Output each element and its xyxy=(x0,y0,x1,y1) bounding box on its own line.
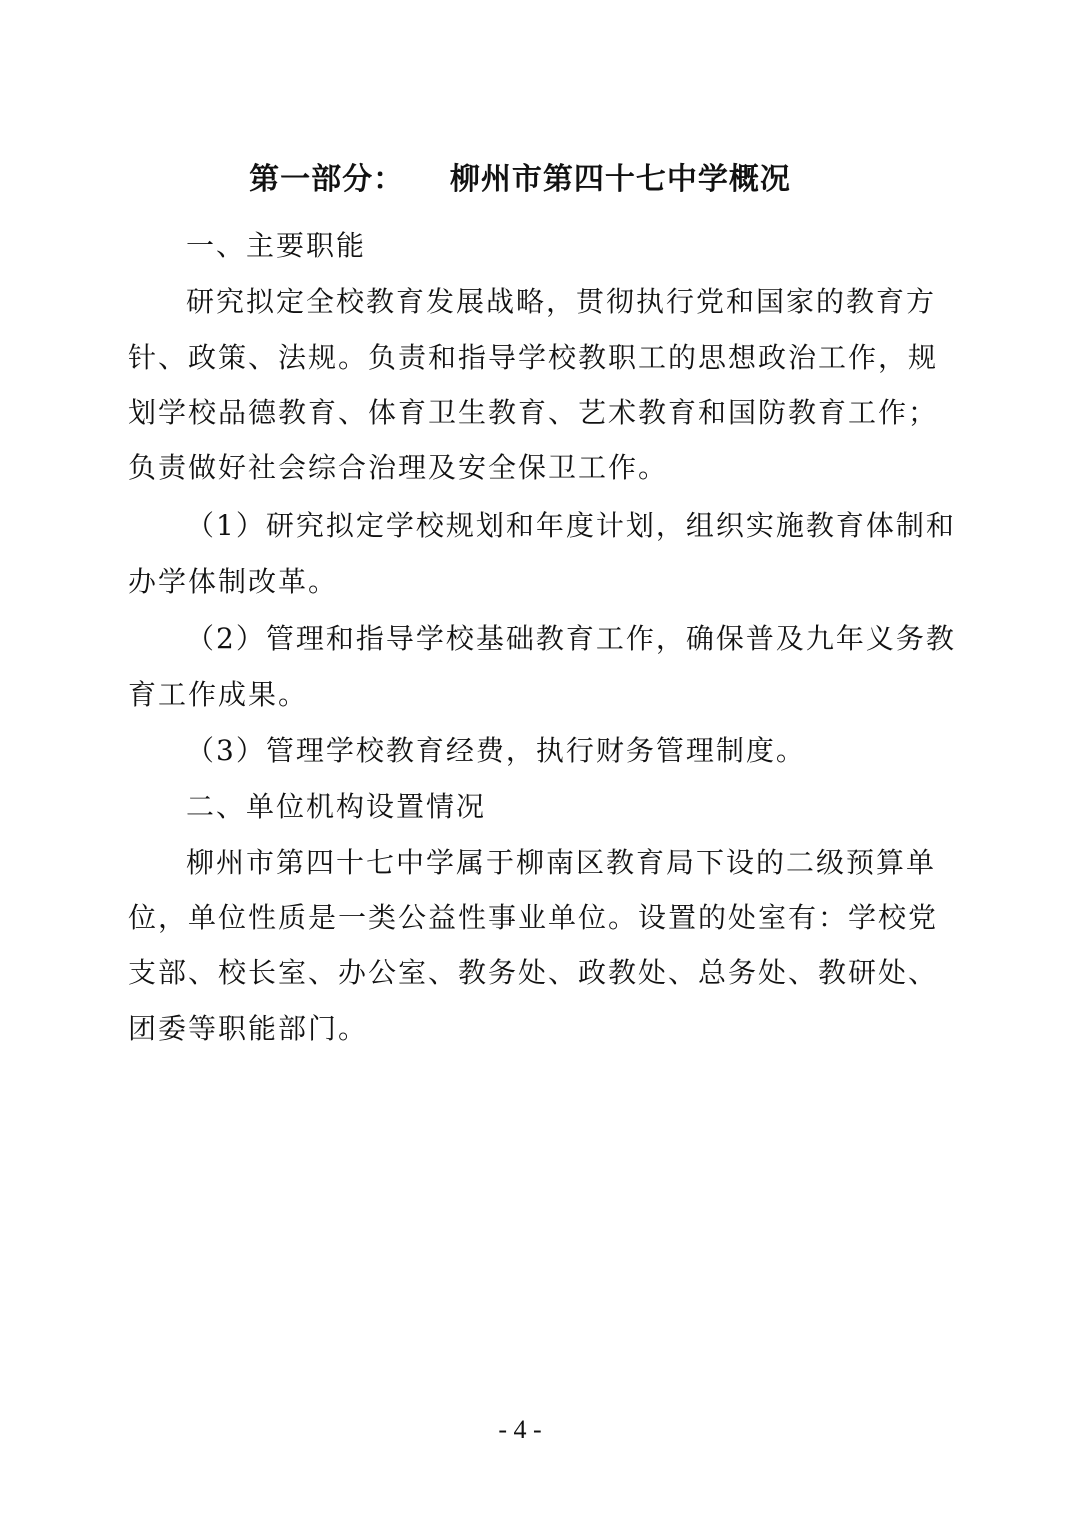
section1-heading: 一、主要职能 xyxy=(186,229,367,262)
section1-item3-line-1: （3）管理学校教育经费，执行财务管理制度。 xyxy=(186,734,806,767)
section1-item1-line-1: （1）研究拟定学校规划和年度计划，组织实施教育体制和 xyxy=(186,509,956,542)
section2-body-line-3: 支部、校长室、办公室、教务处、政教处、总务处、教研处、 xyxy=(128,956,939,989)
section2-body-line-1: 柳州市第四十七中学属于柳南区教育局下设的二级预算单 xyxy=(186,846,937,879)
section2-body-line-2: 位，单位性质是一类公益性事业单位。设置的处室有：学校党 xyxy=(128,901,939,934)
section2-heading: 二、单位机构设置情况 xyxy=(186,790,487,823)
section1-intro-line-1: 研究拟定全校教育发展战略，贯彻执行党和国家的教育方 xyxy=(186,285,937,318)
page-number: - 4 - xyxy=(498,1415,542,1444)
section1-item2-line-1: （2）管理和指导学校基础教育工作，确保普及九年义务教 xyxy=(186,622,956,655)
section1-intro-line-4: 负责做好社会综合治理及安全保卫工作。 xyxy=(128,451,669,484)
page-title: 第一部分： 柳州市第四十七中学概况 xyxy=(249,162,791,197)
section1-intro-line-2: 针、政策、法规。负责和指导学校教职工的思想政治工作，规 xyxy=(128,341,939,374)
section1-item1-line-2: 办学体制改革。 xyxy=(128,565,339,598)
section2-body-line-4: 团委等职能部门。 xyxy=(128,1012,369,1045)
section1-item2-line-2: 育工作成果。 xyxy=(128,678,309,711)
section1-intro-line-3: 划学校品德教育、体育卫生教育、艺术教育和国防教育工作； xyxy=(128,396,939,429)
